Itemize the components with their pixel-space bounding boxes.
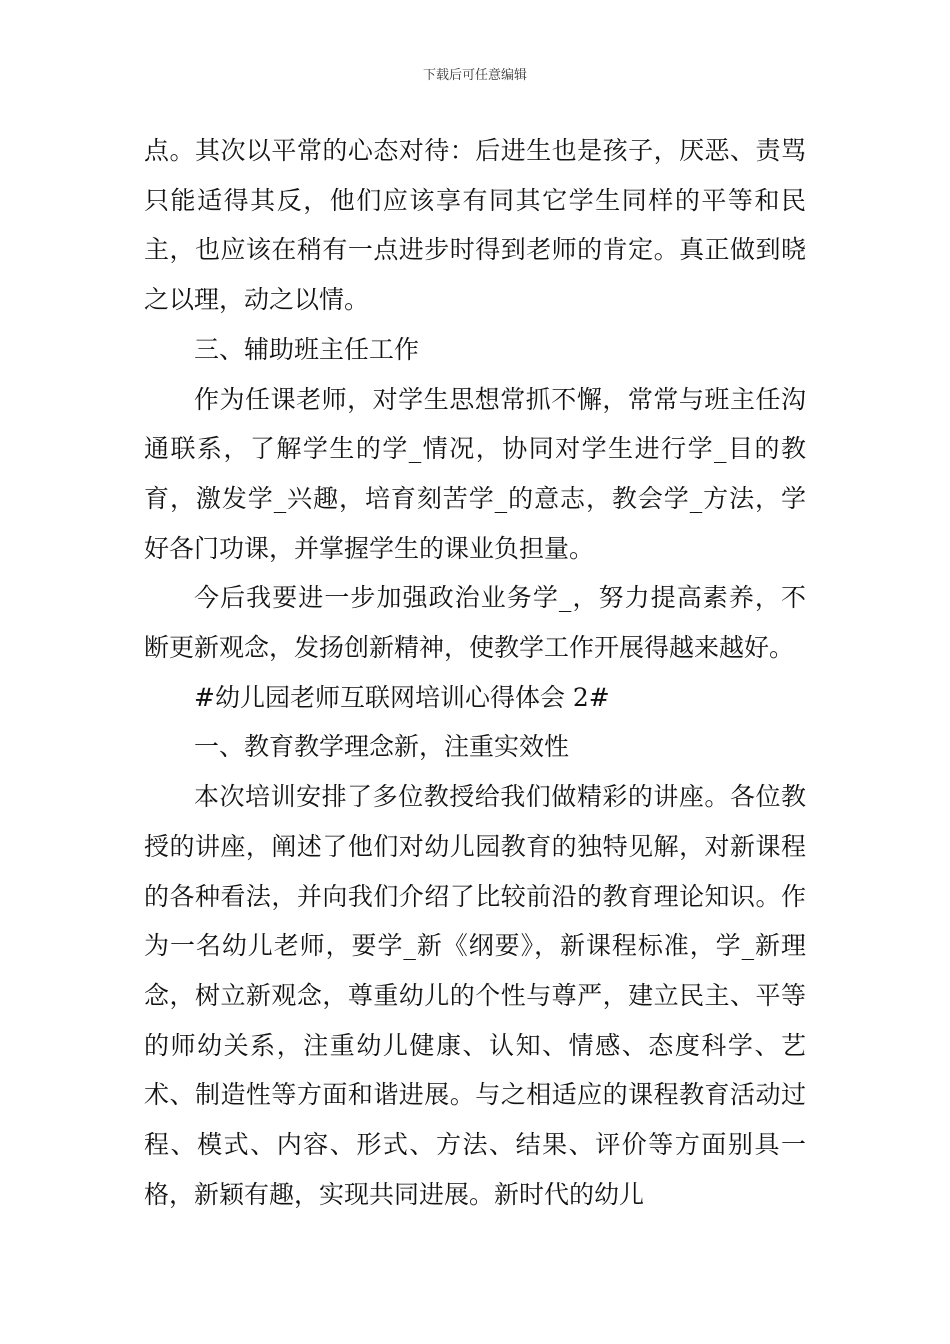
document-body [144,126,806,1219]
paragraph: 本次培训安排了多位教授给我们做精彩的讲座。各位教授的讲座，阐述了他们对幼儿园教育的独特见解，对新课程的各种看法，并向我们介绍了比较前沿的教育理论知识。作为一名幼儿老师，要学_新《纲要》，新课程标准，学_新理念，树立新观念，尊重幼儿的个性与尊严，建立民主、平等的师幼关系，注重幼儿健康、认知、情感、态度科学、艺术、制造性等方面和谐进展。与之相适应的课程教育活动过程、模式、内容、形式、方法、结果、评价等方面别具一格，新颖有趣，实现共同进展。新时代的幼儿 [144,782,806,1209]
section-heading: 一、教育教学理念新，注重实效性 [194,732,570,762]
document-title: #幼儿园老师互联网培训心得体会 2# [194,682,610,712]
paragraph: 作为任课老师，对学生思想常抓不懈，常常与班主任沟通联系，了解学生的学_情况，协同对学生进行学_目的教育，激发学_兴趣，培育刻苦学_的意志，教会学_方法，学好各门功课，并掌握学生的课业负担量。 [144,384,806,563]
page-header: 下载后可任意编辑 [422,68,527,83]
section-heading: 三、辅助班主任工作 [194,334,420,364]
paragraph: 点。其次以平常的心态对待：后进生也是孩子，厌恶、责骂只能适得其反，他们应该享有同其它学生同样的平等和民主，也应该在稍有一点进步时得到老师的肯定。真正做到晓之以理，动之以情。 [144,136,806,315]
paragraph: 今后我要进一步加强政治业务学_，努力提高素养，不断更新观念，发扬创新精神，使教学工作开展得越来越好。 [144,583,806,663]
